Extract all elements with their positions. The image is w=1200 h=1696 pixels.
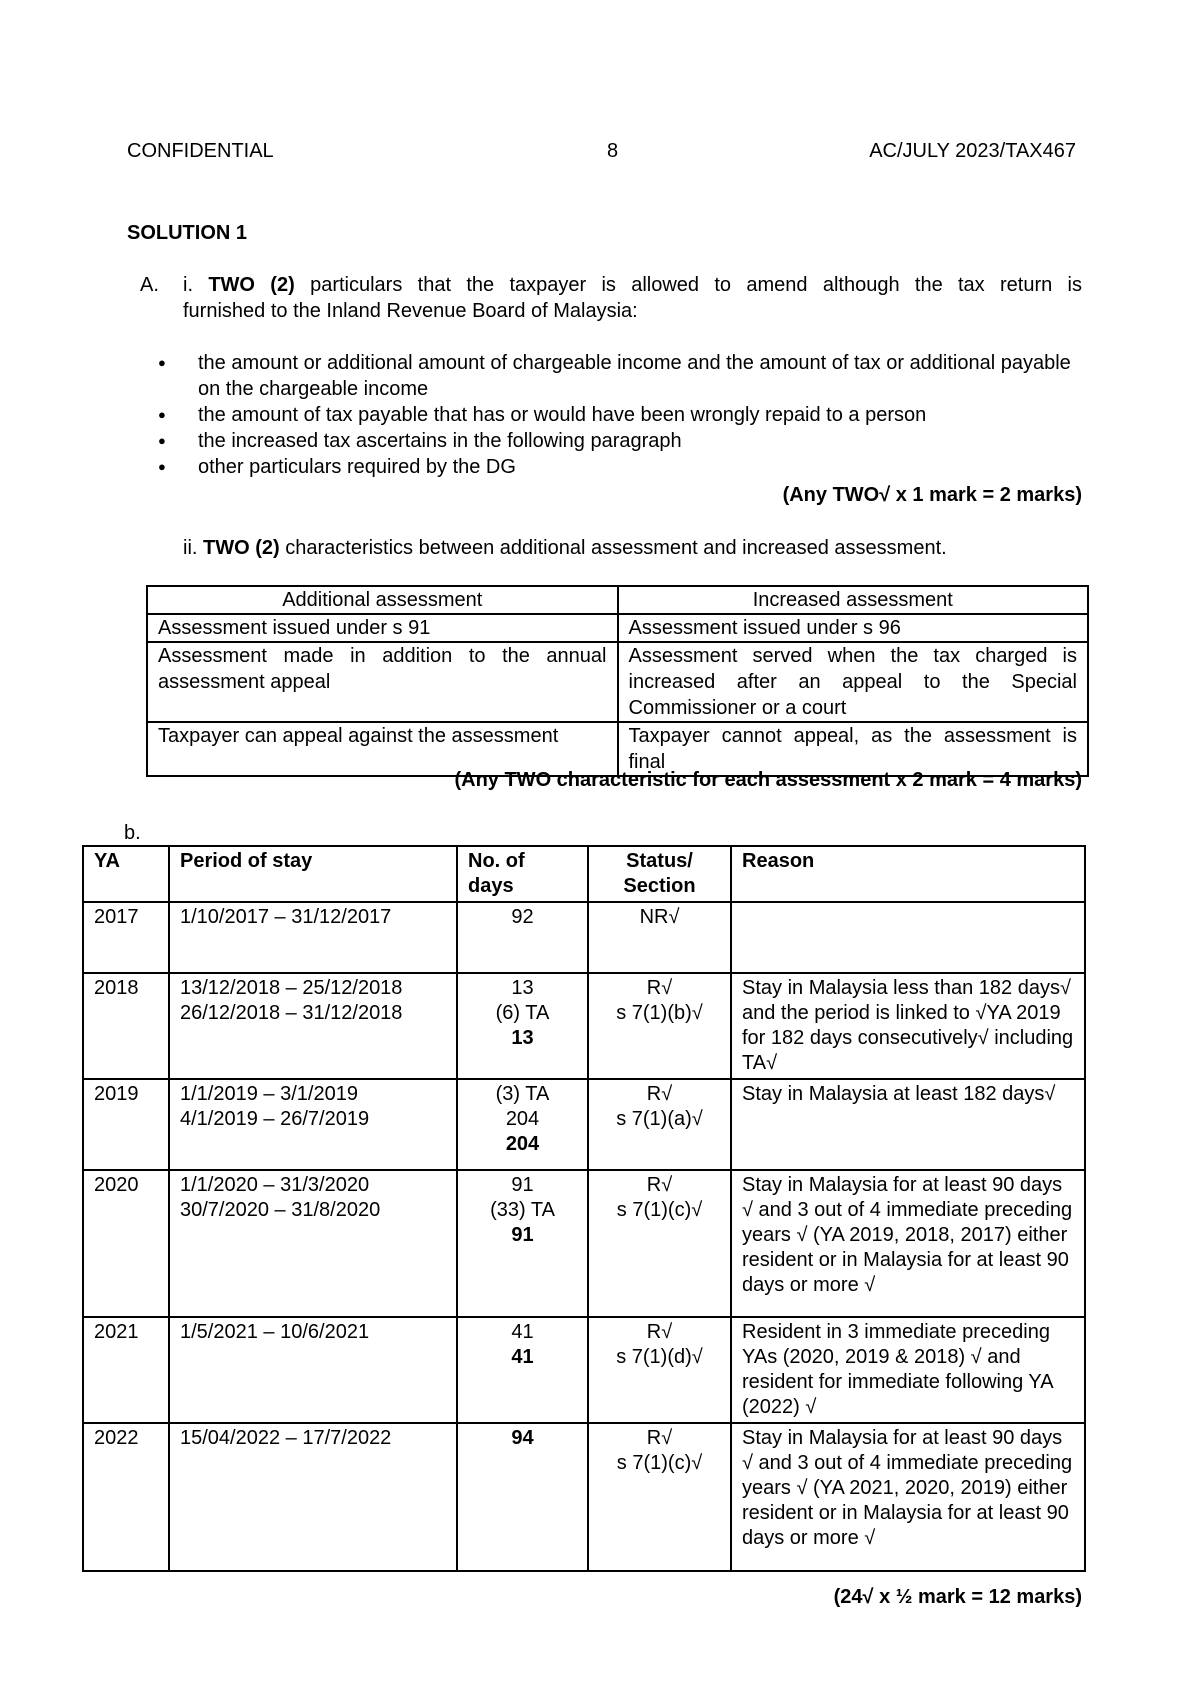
question-a-i-text	[183, 272, 1082, 324]
header-ya: YA	[83, 846, 169, 902]
question-a-i	[140, 272, 1082, 324]
table-row	[147, 722, 1088, 776]
table-row	[83, 1423, 1085, 1571]
cell-reason: Stay in Malaysia less than 182 days√ and the period is linked to √YA 2019 for 182 days consecutively√ including TA√	[731, 973, 1085, 1079]
list-item: ● the amount or additional amount of chargeable income and the amount of tax or additional payable on the chargeable income	[158, 350, 1082, 402]
cell-ya: 2018	[83, 973, 169, 1079]
cell-reason: Stay in Malaysia for at least 90 days √ and 3 out of 4 immediate preceding years √ (YA 2021, 2020, 2019) either resident or in Malaysia for at least 90 days or more √	[731, 1423, 1085, 1571]
table-row	[147, 614, 1088, 642]
cell-days: 92	[457, 902, 588, 973]
cell-status: R√ s 7(1)(d)√	[588, 1317, 731, 1423]
table-row	[147, 642, 1088, 722]
table-row	[83, 1079, 1085, 1170]
list-item: ● other particulars required by the DG	[158, 454, 1082, 480]
item-i-text-line1: particulars that the taxpayer is allowed to amend although the tax return is	[310, 274, 1083, 296]
cell-days: 91 (33) TA 91	[457, 1170, 588, 1317]
cell-days: 94	[457, 1423, 588, 1571]
cell-ya: 2020	[83, 1170, 169, 1317]
item-i-text-line2: furnished to the Inland Revenue Board of Malaysia:	[183, 300, 638, 322]
header-paper-code: AC/JULY 2023/TAX467	[869, 140, 1076, 162]
table-row	[83, 1317, 1085, 1423]
table-header-cell: Additional assessment	[147, 586, 618, 614]
header-days: No. of days	[457, 846, 588, 902]
cell-reason	[731, 902, 1085, 973]
particulars-list	[158, 350, 1082, 480]
part-b-label: b.	[124, 822, 141, 844]
cell-status: R√ s 7(1)(a)√	[588, 1079, 731, 1170]
item-ii-bold: TWO (2)	[203, 537, 280, 559]
cell-period: 13/12/2018 – 25/12/2018 26/12/2018 – 31/12/2018	[169, 973, 457, 1079]
cell-status: NR√	[588, 902, 731, 973]
cell-period: 1/10/2017 – 31/12/2017	[169, 902, 457, 973]
marks-b: (24√ x ½ mark = 12 marks)	[833, 1586, 1082, 1608]
header-reason: Reason	[731, 846, 1085, 902]
part-a-marker: A.	[140, 274, 159, 296]
marks-a-i: (Any TWO√ x 1 mark = 2 marks)	[782, 484, 1082, 506]
cell-ya: 2022	[83, 1423, 169, 1571]
cell-reason: Stay in Malaysia for at least 90 days √ and 3 out of 4 immediate preceding years √ (YA 2019, 2018, 2017) either resident or in Malaysia for at least 90 days or more √	[731, 1170, 1085, 1317]
residence-status-table	[82, 845, 1086, 1572]
cell-status: R√ s 7(1)(c)√	[588, 1423, 731, 1571]
cell-reason: Stay in Malaysia at least 182 days√	[731, 1079, 1085, 1170]
table-row	[83, 973, 1085, 1079]
cell-period: 1/5/2021 – 10/6/2021	[169, 1317, 457, 1423]
table-cell: Taxpayer can appeal against the assessment	[147, 722, 618, 776]
table-cell: Assessment issued under s 91	[147, 614, 618, 642]
cell-reason: Resident in 3 immediate preceding YAs (2020, 2019 & 2018) √ and resident for immediate following YA (2022) √	[731, 1317, 1085, 1423]
cell-period: 15/04/2022 – 17/7/2022	[169, 1423, 457, 1571]
table-cell: Assessment issued under s 96	[618, 614, 1089, 642]
header-status: Status/ Section	[588, 846, 731, 902]
cell-days: (3) TA 204 204	[457, 1079, 588, 1170]
table-row	[83, 1170, 1085, 1317]
solution-title: SOLUTION 1	[127, 222, 248, 244]
page-header: CONFIDENTIAL 8 AC/JULY 2023/TAX467	[127, 140, 1076, 162]
cell-status: R√ s 7(1)(c)√	[588, 1170, 731, 1317]
item-i-bold: TWO (2)	[208, 274, 295, 296]
cell-ya: 2019	[83, 1079, 169, 1170]
marks-a-ii: (Any TWO characteristic for each assessment x 2 mark = 4 marks)	[454, 769, 1082, 791]
cell-status: R√ s 7(1)(b)√	[588, 973, 731, 1079]
table-header-row	[147, 586, 1088, 614]
list-item: ● the amount of tax payable that has or would have been wrongly repaid to a person	[158, 402, 1082, 428]
residence-table-body	[83, 902, 1085, 1571]
header-period: Period of stay	[169, 846, 457, 902]
cell-period: 1/1/2019 – 3/1/2019 4/1/2019 – 26/7/2019	[169, 1079, 457, 1170]
cell-days: 13 (6) TA 13	[457, 973, 588, 1079]
table-header-cell: Increased assessment	[618, 586, 1089, 614]
header-confidential: CONFIDENTIAL	[127, 140, 274, 162]
cell-days: 41 41	[457, 1317, 588, 1423]
cell-ya: 2017	[83, 902, 169, 973]
table-cell: Assessment made in addition to the annual assessment appeal	[147, 642, 618, 722]
table-cell: Taxpayer cannot appeal, as the assessment is final	[618, 722, 1089, 776]
item-i-prefix: i.	[183, 274, 193, 296]
cell-period: 1/1/2020 – 31/3/2020 30/7/2020 – 31/8/2020	[169, 1170, 457, 1317]
table-cell: Assessment served when the tax charged is increased after an appeal to the Special Commissioner or a court	[618, 642, 1089, 722]
item-ii-text: characteristics between additional assessment and increased assessment.	[285, 537, 947, 559]
item-ii-prefix: ii.	[183, 537, 198, 559]
table-row	[83, 902, 1085, 973]
assessment-comparison-table	[146, 585, 1089, 777]
list-item: ● the increased tax ascertains in the following paragraph	[158, 428, 1082, 454]
question-a-ii	[183, 535, 947, 561]
table-header-row	[83, 846, 1085, 902]
cell-ya: 2021	[83, 1317, 169, 1423]
